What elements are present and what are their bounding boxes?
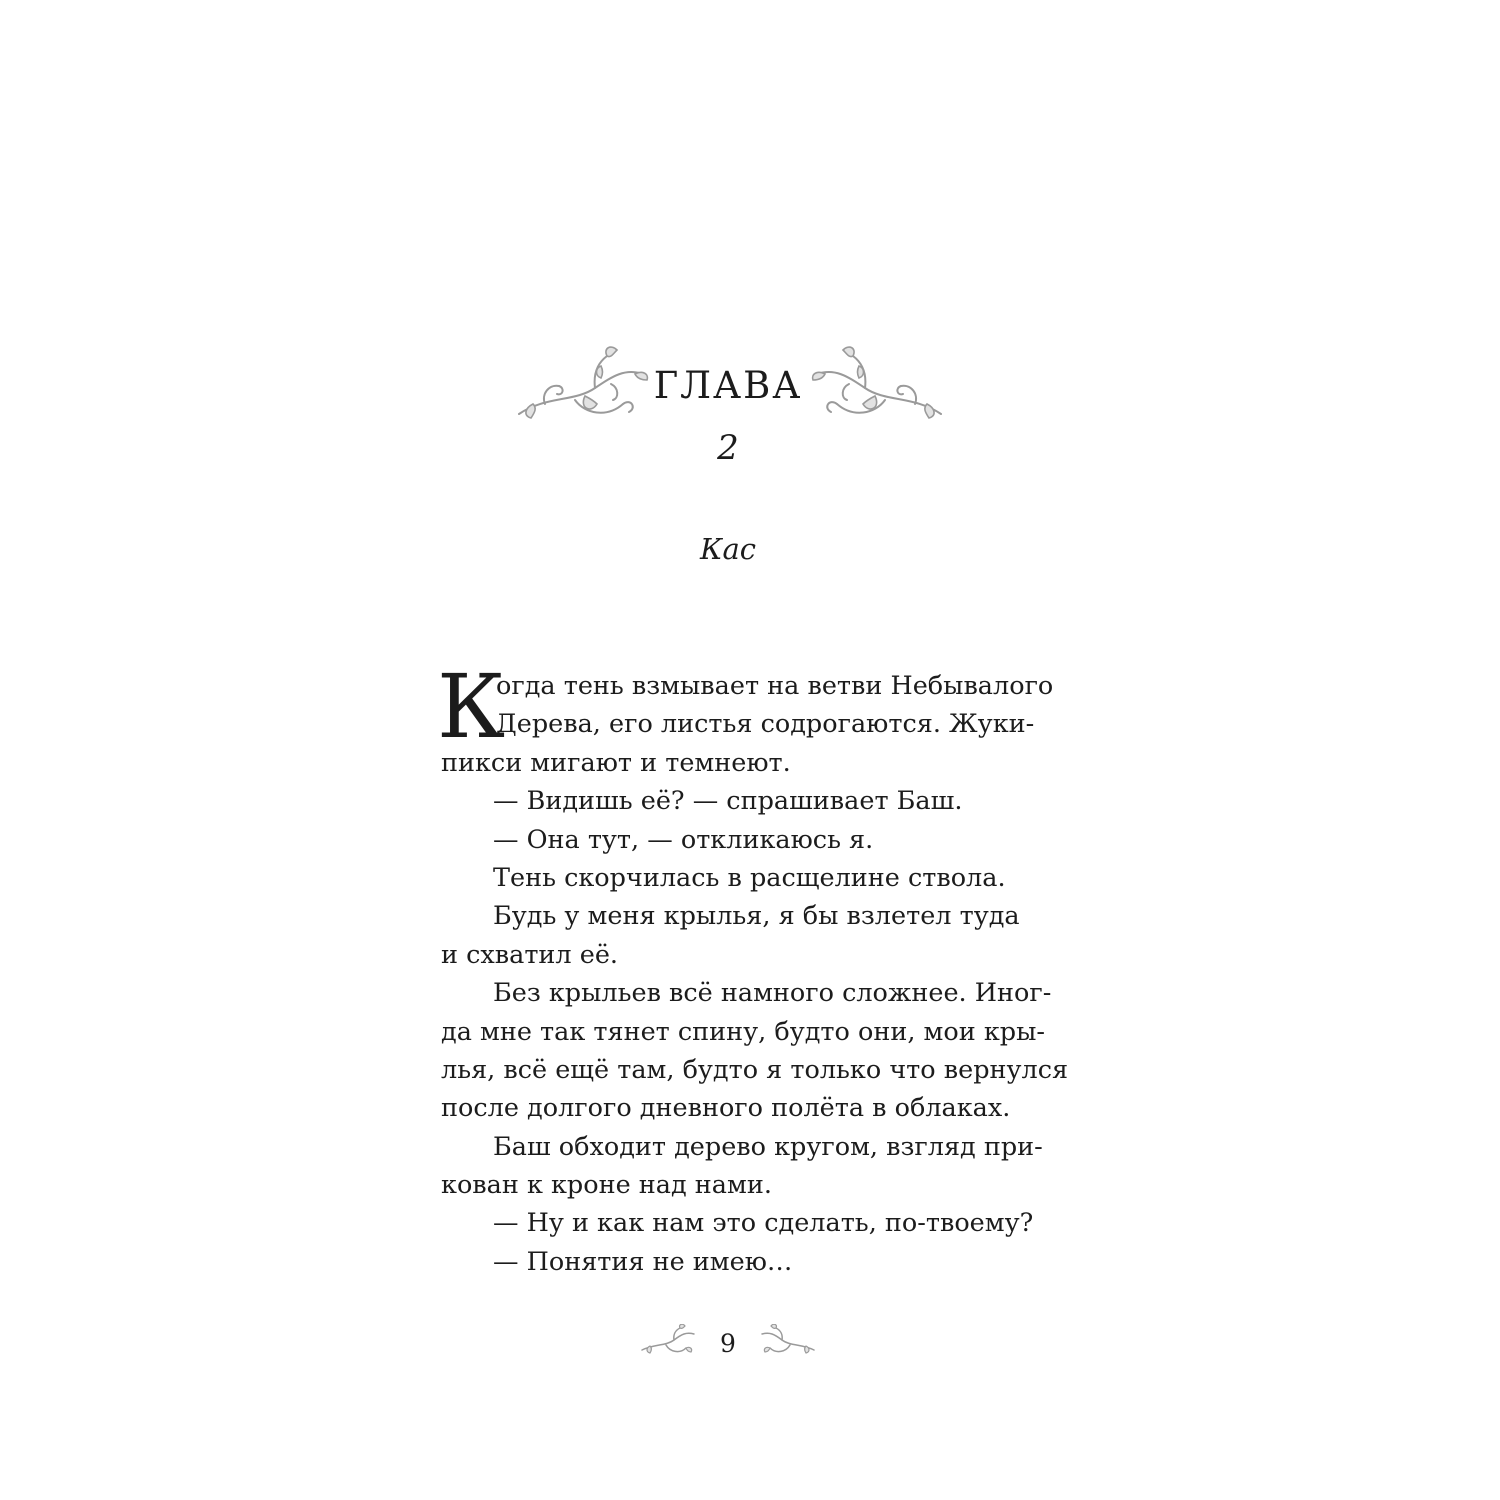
chapter-label: ГЛАВА bbox=[653, 364, 803, 407]
text-line: да мне так тянет спину, будто они, мои кры- bbox=[441, 1016, 1046, 1047]
text-line: лья, всё ещё там, будто я только что вернулся bbox=[441, 1054, 1069, 1085]
text-line: и схватил её. bbox=[441, 939, 619, 970]
text-line: кован к кроне над нами. bbox=[441, 1170, 772, 1201]
text-line: пикси мигают и темнеют. bbox=[441, 747, 791, 778]
text-line: — Ну и как нам это сделать, по-твоему? bbox=[493, 1208, 1034, 1239]
chapter-number: 2 bbox=[717, 428, 739, 468]
text-line: Без крыльев всё намного сложнее. Иног- bbox=[493, 978, 1052, 1009]
page-number: 9 bbox=[720, 1329, 736, 1358]
small-vine-icon bbox=[760, 1324, 816, 1358]
text-line: — Понятия не имею… bbox=[493, 1246, 793, 1277]
text-line: Тень скорчилась в расщелине ствола. bbox=[493, 862, 1006, 893]
text-line: Будь у меня крылья, я бы взлетел туда bbox=[493, 901, 1020, 932]
text-line-content: огда тень взмывает на ветви Небывалого bbox=[496, 671, 1054, 701]
chapter-body-text bbox=[437, 655, 1069, 1281]
drop-cap-letter: К bbox=[437, 655, 506, 758]
text-line: — Видишь её? — спрашивает Баш. bbox=[493, 786, 963, 817]
text-line: после долгого дневного полёта в облаках. bbox=[441, 1093, 1011, 1124]
chapter-narrator-name: Кас bbox=[700, 532, 756, 566]
text-line-content: Дерева, его листья содрогаются. Жуки- bbox=[496, 709, 1035, 740]
small-vine-icon bbox=[640, 1324, 696, 1358]
footer-right-ornament bbox=[760, 1324, 816, 1358]
text-line: — Она тут, — откликаюсь я. bbox=[493, 824, 874, 855]
text-line: Баш обходит дерево кругом, взгляд при- bbox=[493, 1131, 1043, 1162]
footer-left-ornament bbox=[640, 1324, 696, 1358]
text-line bbox=[441, 705, 1035, 743]
